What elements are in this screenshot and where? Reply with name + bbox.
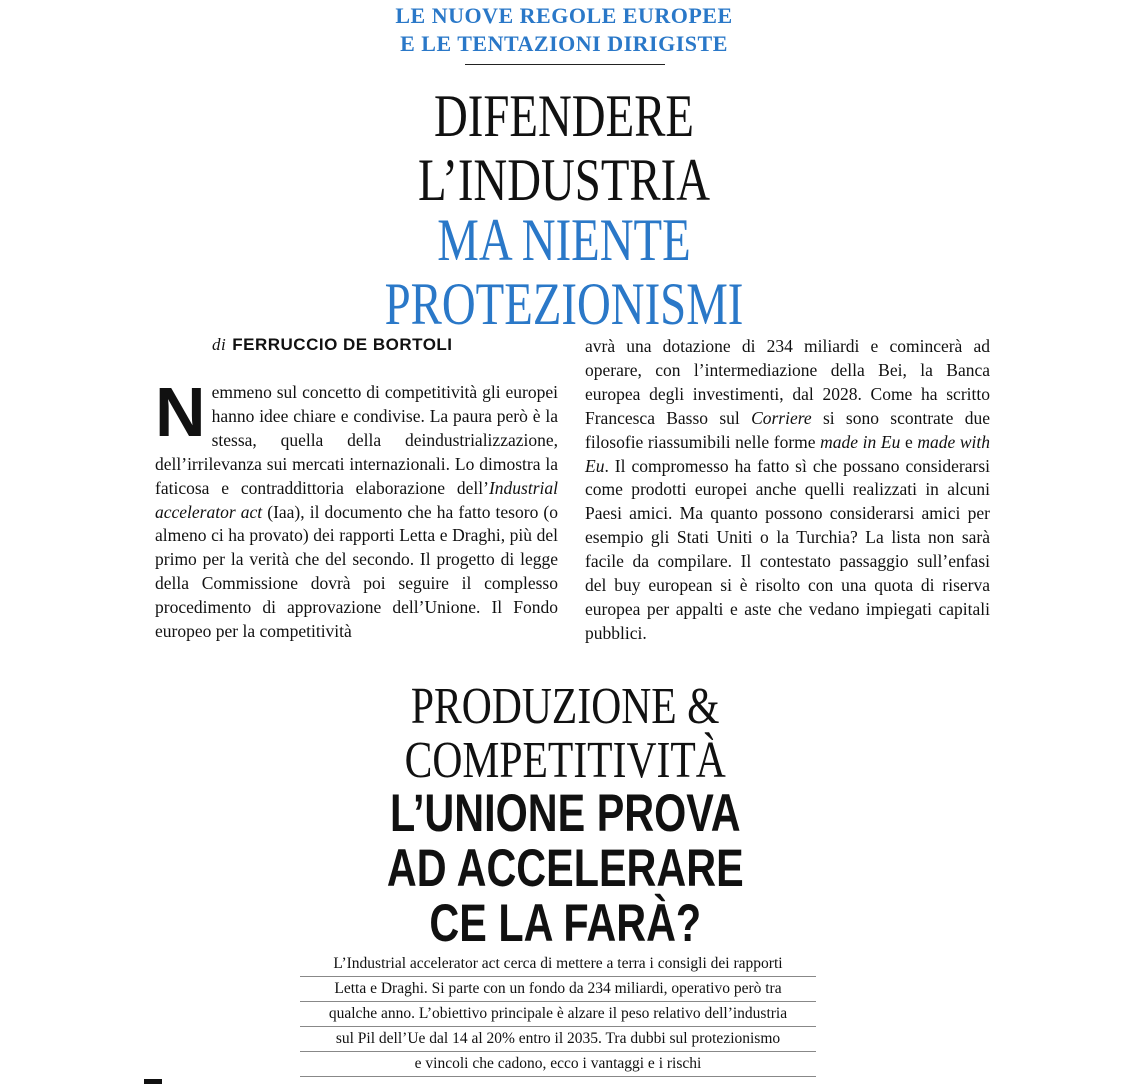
section-title	[114, 680, 1016, 788]
text-run: si sono scontrate due filosofie riassumibili nelle forme	[585, 407, 990, 452]
text-run-italic: Industrial accelerator act	[155, 477, 558, 522]
text-run: emmeno sul concetto di competitività gli europei hanno idee chiare e condivise. La paura però è la stessa, quella della deindustrializzazione, dell’irrilevanza sui mercati internazionali. Lo dimostra la faticosa e contraddittoria elaborazione dell’	[155, 382, 558, 498]
page-corner-mark	[144, 1079, 162, 1084]
article-column-1	[155, 373, 558, 644]
headline-line-1: DIFENDERE	[434, 83, 694, 149]
text-run: avrà una dotazione di 234 miliardi e comincerà ad operare, con l’intermediazione della Bei, la Banca europea degli investimenti, dal 2028. Come ha scritto Francesca Basso sul	[585, 336, 990, 428]
section-headline-line-3: CE LA FARÀ?	[429, 894, 702, 953]
summary-line: Letta e Draghi. Si parte con un fondo da 234 miliardi, operativo però tra	[300, 977, 816, 1002]
byline	[212, 335, 453, 355]
section-title-line-1: PRODUZIONE &	[410, 678, 720, 735]
headline-line-3: MA NIENTE	[437, 207, 691, 273]
section-headline	[125, 786, 1005, 951]
summary	[300, 952, 816, 1077]
section-headline-line-1: L’UNIONE PROVA	[389, 784, 741, 843]
text-run-italic: made with Eu	[585, 431, 990, 476]
article-column-2	[585, 335, 990, 646]
kicker-divider	[465, 64, 665, 65]
text-run-italic: made in Eu	[820, 431, 901, 452]
headline-line-2: L’INDUSTRIA	[417, 147, 711, 213]
summary-line: L’Industrial accelerator act cerca di mettere a terra i consigli dei rapporti	[300, 952, 816, 977]
headline-line-4: PROTEZIONISMI	[384, 271, 744, 337]
headline-blue	[124, 208, 1004, 336]
kicker-line-2: E LE TENTAZIONI DIRIGISTE	[400, 31, 728, 56]
byline-prefix: di	[212, 335, 227, 354]
article-paragraph-2	[585, 335, 990, 646]
text-run: (Iaa), il documento che ha fatto tesoro (o almeno ci ha provato) dei rapporti Letta e Draghi, più del primo per la verità che del secondo. Il progetto di legge della Commissione dovrà poi seguire il complesso procedimento di approvazione dell’Unione. Il Fondo europeo per la competitività	[155, 501, 558, 642]
summary-line: e vincoli che cadono, ecco i vantaggi e i rischi	[300, 1052, 816, 1077]
dropcap: N	[155, 373, 206, 451]
byline-author: FERRUCCIO DE BORTOLI	[232, 335, 453, 354]
text-run-italic: Corriere	[751, 407, 812, 428]
article-paragraph-1	[155, 373, 558, 644]
section-headline-line-2: AD ACCELERARE	[386, 839, 744, 898]
summary-line: qualche anno. L’obiettivo principale è alzare il peso relativo dell’industria	[300, 1002, 816, 1027]
text-run: . Il compromesso ha fatto sì che possano considerarsi come prodotti europei anche quelli realizzati in alcuni Paesi amici. Ma quanto possono considerarsi amici per esempio gli Stati Uniti o la Turchia? La lista non sarà facile da compilare. Il contestato passaggio sull’enfasi del buy european si è risolto con una quota di riserva europea per appalti e aste che vedano impiegati capitali pubblici.	[585, 455, 990, 643]
summary-line: sul Pil dell’Ue dal 14 al 20% entro il 2035. Tra dubbi sul protezionismo	[300, 1027, 816, 1052]
headline-black	[124, 84, 1004, 212]
text-run: e	[900, 431, 918, 452]
kicker-line-1: LE NUOVE REGOLE EUROPEE	[395, 3, 733, 28]
kicker	[0, 2, 1128, 58]
section-title-line-2: COMPETITIVITÀ	[404, 732, 726, 789]
